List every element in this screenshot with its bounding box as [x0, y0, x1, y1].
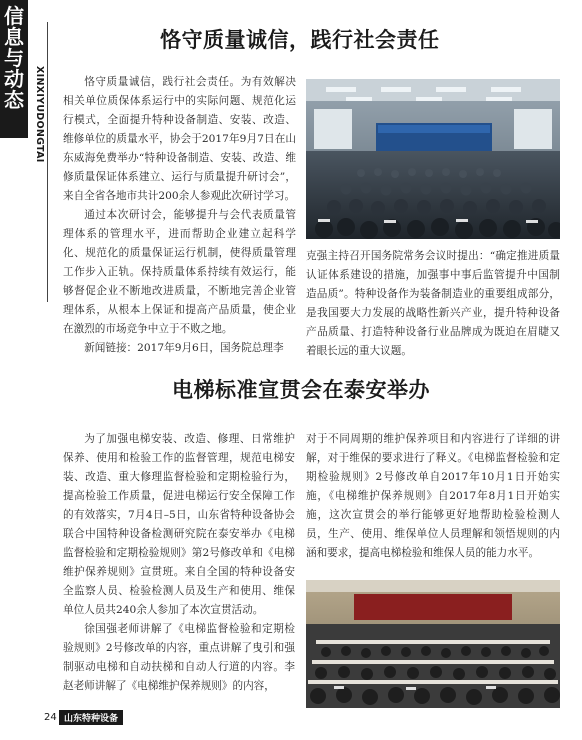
section-tab-label: 信息与动态 — [4, 4, 24, 112]
article1-title: 恪守质量诚信，践行社会责任 — [160, 28, 440, 52]
article1-photo — [306, 79, 560, 239]
article2-paragraph-continued: 对于不同周期的维护保养项目和内容进行了详细的讲解，对于维保的要求进行了释义。《电梯监督检验和定期检验规则》2号修改单自2017年10月1日开始实施，《电梯维护保养规则》自2017年8月1日开始实施，这次宣贯会的举行能够更好地帮助检验检测人员，生产、使用、维保单位人员理解和领悟规则的内涵和要求，提高电梯检验和维保人员的能力水平。 — [306, 433, 560, 559]
article1-paragraph: 恪守质量诚信，践行社会责任。为有效解决相关单位质保体系运行中的实际问题、规范化运行模式，全面提升特种设备制造、安装、改造、维修单位的质量水平，协会于2017年9月7日在山东威海免费举办“特种设备制造、安装、改造、维修质量保证体系建立、运行与质量提升研讨会”，来自全省各地市共计200余人参观此次研讨学习。 — [63, 76, 296, 202]
section-divider — [47, 22, 48, 302]
magazine-name: 山东特种设备 — [59, 710, 123, 725]
article2-column-left — [63, 430, 295, 696]
article2-paragraph: 为了加强电梯安装、改造、修理、日常维护保养、使用和检验工作的监督管理，规范电梯安装、改造、重大修理监督检验和定期检验行为，提高检验工作质量，促进电梯运行安全保障工作的有效落实，7月4日–5日，山东省特种设备协会联合中国特种设备检测研究院在泰安举办《电梯监督检验和定期检验规则》第2号修改单和《电梯维护保养规则》宣贯班。来自全国的特种设备安全监察人员、检验检测人员及生产和使用、维保单位人员共240余人参加了本次宣贯活动。 — [63, 433, 295, 616]
article1-paragraph: 通过本次研讨会，能够提升与会代表质量管理体系的管理水平，进而帮助企业建立起科学化、规范化的质量保证运行机制，使得质量管理工作步入正轨。保持质量体系持续有效运行，能够督促企业不断地改进质量，不断地完善企业管理体系，从根本上保证和提高产品质量，使企业在激烈的市场竞争中立于不败之地。 — [63, 209, 296, 335]
article2-title: 电梯标准宣贯会在泰安举办 — [172, 378, 430, 402]
conference-hall-illustration — [306, 79, 560, 239]
article1-column-right — [306, 247, 560, 361]
seminar-room-illustration — [306, 580, 560, 708]
article1-column-left — [63, 73, 296, 358]
article2-paragraph: 徐国强老师讲解了《电梯监督检验和定期检验规则》2号修改单的内容，重点讲解了曳引和强制驱动电梯和自动扶梯和自动人行道的内容。李赵老师讲解了《电梯维护保养规则》的内容， — [63, 623, 295, 692]
article1-paragraph-continued: 克强主持召开国务院常务会议时提出：“确定推进质量认证体系建设的措施，加强事中事后监管提升中国制造品质”。特种设备作为装备制造业的重要组成部分，是我国要大力发展的战略性新兴产业，提升特种设备产品质量、打造特种设备行业品牌成为既迫在眉睫又着眼长远的重大议题。 — [306, 250, 560, 357]
page-number: 24 — [44, 712, 57, 723]
section-pinyin: XINXIYUDONGTAI — [34, 66, 45, 163]
article1-paragraph: 新闻链接：2017年9月6日，国务院总理李 — [84, 342, 284, 354]
article2-photo — [306, 580, 560, 708]
article2-column-right — [306, 430, 560, 563]
